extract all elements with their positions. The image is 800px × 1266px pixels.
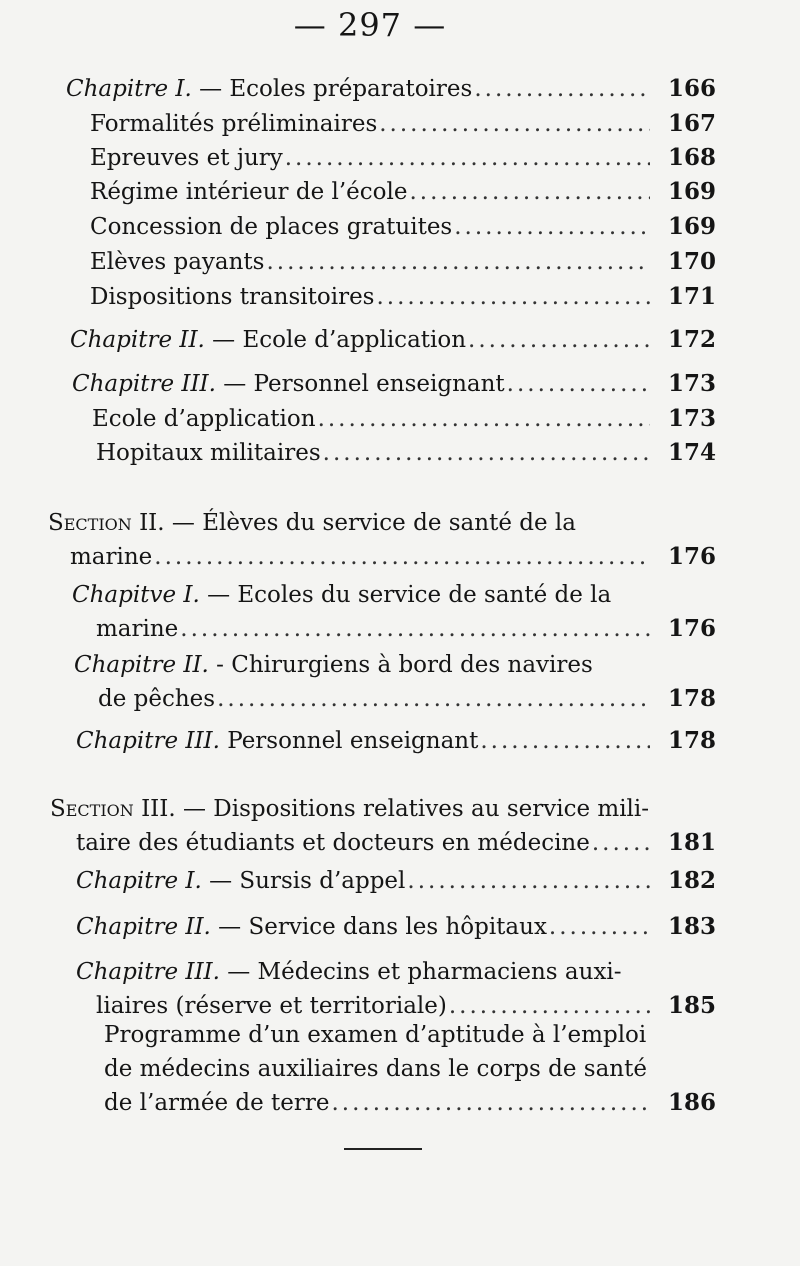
entry-title-line-1: — Élèves du service de santé de la	[164, 510, 576, 536]
toc-entry-chapitre-2	[74, 648, 716, 716]
entry-prefix: Chapitre I.	[66, 76, 192, 102]
entry-title: marine	[70, 544, 153, 570]
entry-page: 186	[667, 1089, 716, 1116]
entry-page: 174	[667, 439, 716, 466]
leader-dots	[331, 1086, 650, 1120]
toc-entry-chapitre-2	[76, 910, 716, 944]
entry-title: Ecole d’application	[92, 406, 316, 432]
entry-page: 178	[667, 727, 716, 754]
entry-title-line-2: de médecins auxiliaires dans le corps de santé	[104, 1056, 647, 1082]
entry-page: 167	[667, 110, 716, 137]
entry-prefix: Chapitre I.	[76, 868, 202, 894]
entry-title-line-1: — Médecins et pharmaciens auxi-	[219, 959, 622, 985]
entry-page: 185	[667, 992, 716, 1019]
leader-dots	[507, 367, 650, 401]
leader-dots	[409, 175, 650, 209]
page-number: — 297 —	[293, 6, 447, 44]
leader-dots	[285, 141, 650, 175]
entry-page: 170	[667, 248, 716, 275]
entry-title: — Ecoles préparatoires	[191, 76, 473, 102]
entry-title: marine	[96, 616, 179, 642]
toc-entry-section-3	[50, 792, 716, 860]
toc-entry-chapitre-3	[76, 955, 716, 1023]
entry-prefix: Chapitre III.	[72, 371, 216, 397]
leader-dots	[468, 323, 650, 357]
leader-dots	[318, 402, 650, 436]
toc-entry	[92, 402, 716, 436]
entry-page: 169	[667, 213, 716, 240]
toc-entry-programme	[104, 1018, 716, 1120]
leader-dots	[154, 540, 650, 574]
toc-entry-section-2	[48, 506, 716, 574]
leader-dots	[480, 724, 650, 758]
leader-dots	[454, 210, 650, 244]
entry-title: Concession de places gratuites	[90, 214, 453, 240]
entry-title: Dispositions transitoires	[90, 284, 375, 310]
entry-page: 178	[667, 685, 716, 712]
entry-page: 173	[667, 370, 716, 397]
end-rule	[344, 1148, 422, 1150]
entry-title-line-1: — Dispositions relatives au service mili-	[175, 796, 650, 822]
entry-page: 183	[667, 913, 716, 940]
toc-entry-chapitre-1	[76, 864, 716, 898]
leader-dots	[592, 826, 650, 860]
toc-entry-chapitre-2	[70, 323, 716, 357]
entry-page: 166	[667, 75, 716, 102]
entry-page: 182	[667, 867, 716, 894]
entry-prefix: Chapitre II.	[70, 327, 205, 353]
entry-title: — Personnel enseignant	[215, 371, 505, 397]
leader-dots	[180, 612, 650, 646]
entry-title: Epreuves et jury	[90, 145, 283, 171]
entry-page: 168	[667, 144, 716, 171]
entry-title-line-1: — Ecoles du service de santé de la	[199, 582, 612, 608]
entry-title: liaires (réserve et territoriale)	[96, 993, 447, 1019]
leader-dots	[379, 107, 650, 141]
leader-dots	[474, 72, 650, 106]
toc-entry	[90, 210, 716, 244]
entry-title: Hopitaux militaires	[96, 440, 321, 466]
entry-title: de l’armée de terre	[104, 1090, 330, 1116]
entry-page: 176	[667, 543, 716, 570]
entry-title: — Sursis d’appel	[201, 868, 406, 894]
entry-prefix: Section III.	[50, 796, 176, 822]
entry-title: Régime intérieur de l’école	[90, 179, 408, 205]
leader-dots	[323, 436, 650, 470]
toc-entry	[96, 436, 716, 470]
entry-title: Elèves payants	[90, 249, 265, 275]
entry-page: 169	[667, 178, 716, 205]
entry-page: 172	[667, 326, 716, 353]
leader-dots	[376, 280, 650, 314]
leader-dots	[407, 864, 650, 898]
toc-entry-chapitre-3	[76, 724, 716, 758]
entry-prefix: Chapitre II.	[74, 652, 209, 678]
entry-title-line-1: Programme d’un examen d’aptitude à l’emploi	[104, 1022, 647, 1048]
entry-prefix: Chapitre II.	[76, 914, 211, 940]
entry-title: de pêches	[98, 686, 216, 712]
entry-prefix: Chapitve I.	[72, 582, 200, 608]
entry-prefix: Chapitre III.	[76, 728, 220, 754]
toc-entry	[90, 245, 716, 279]
entry-page: 181	[667, 829, 716, 856]
toc-entry-chapitre-3	[72, 367, 716, 401]
entry-title: Personnel enseignant	[219, 728, 479, 754]
entry-page: 171	[667, 283, 716, 310]
entry-prefix: Chapitre III.	[76, 959, 220, 985]
entry-page: 173	[667, 405, 716, 432]
toc-entry	[90, 175, 716, 209]
entry-title: Formalités préliminaires	[90, 111, 378, 137]
entry-title: taire des étudiants et docteurs en médecine	[76, 830, 590, 856]
toc-entry-chapitre-1	[66, 72, 716, 106]
toc-entry	[90, 141, 716, 175]
entry-title: — Service dans les hôpitaux	[210, 914, 547, 940]
entry-title: — Ecole d’application	[204, 327, 467, 353]
toc-entry-chapitre-1	[72, 578, 716, 646]
entry-prefix: Section II.	[48, 510, 165, 536]
entry-title-line-1: - Chirurgiens à bord des navires	[208, 652, 593, 678]
leader-dots	[217, 682, 650, 716]
toc-entry	[90, 107, 716, 141]
entry-page: 176	[667, 615, 716, 642]
leader-dots	[266, 245, 650, 279]
leader-dots	[549, 910, 650, 944]
toc-entry	[90, 280, 716, 314]
